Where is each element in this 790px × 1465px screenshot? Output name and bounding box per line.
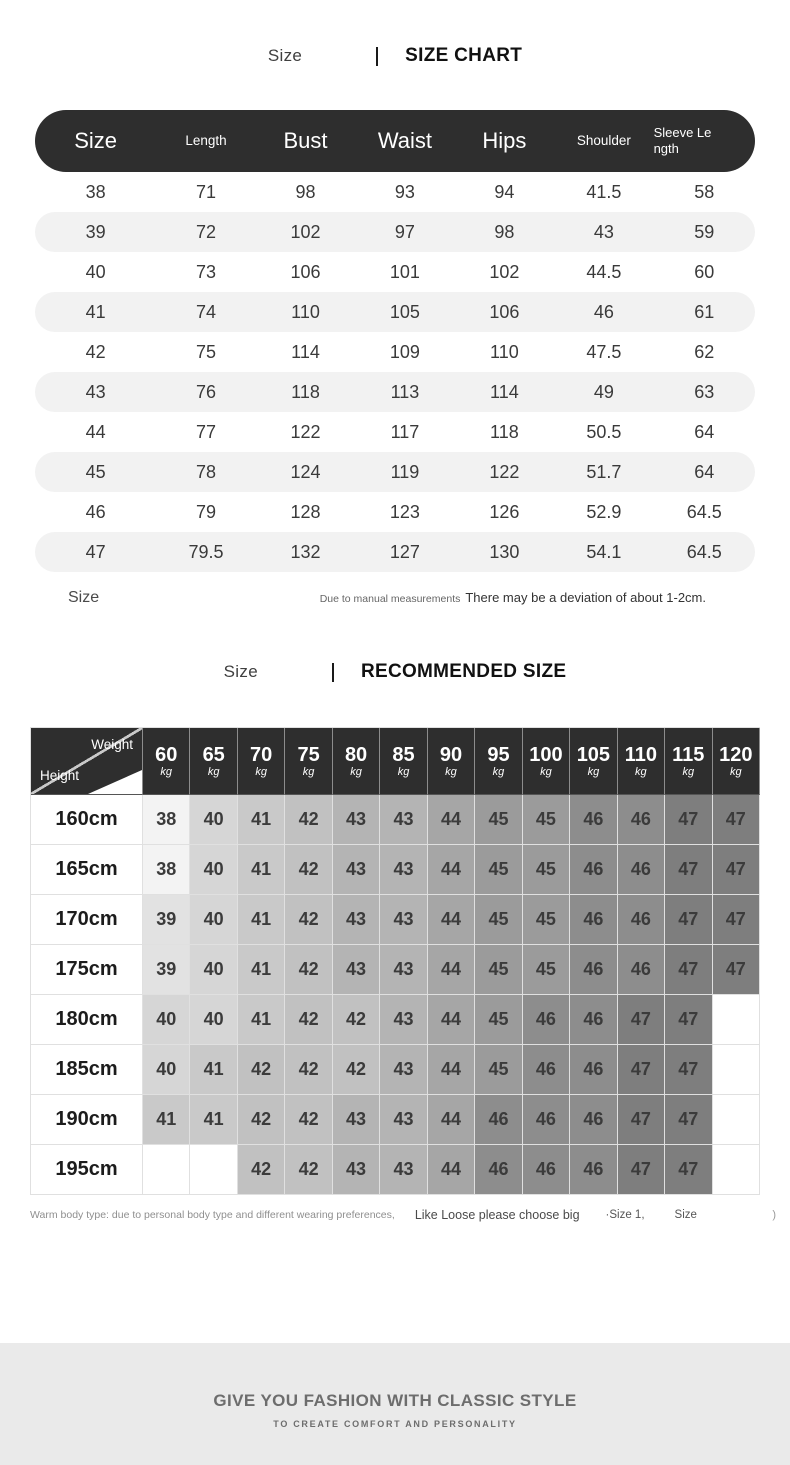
- size-chart-column-header: Hips: [482, 127, 527, 153]
- recommended-size-cell: 46: [618, 895, 665, 945]
- size-chart-cell: 40: [85, 261, 106, 282]
- recommended-size-cell: 41: [190, 1095, 237, 1145]
- recommended-size-cell: 43: [380, 845, 427, 895]
- weight-column-header: 100 kg: [523, 728, 570, 795]
- recommended-size-cell: 44: [428, 1145, 475, 1195]
- size-chart-cell: 76: [196, 381, 217, 402]
- size-chart-cell: 93: [394, 181, 415, 202]
- size-chart-cell: 71: [196, 181, 217, 202]
- corner-weight-label: Weight: [91, 737, 133, 752]
- size-chart-cell: 117: [390, 421, 420, 442]
- weight-column-header: 80 kg: [333, 728, 380, 795]
- size-chart-column-header: Length: [185, 132, 227, 148]
- corner-height-label: Height: [40, 768, 80, 783]
- size-chart-cell: 62: [694, 341, 715, 362]
- size-chart-cell: 132: [290, 541, 321, 562]
- recommended-size-cell: 47: [665, 795, 712, 845]
- recommended-size-cell: 47: [713, 845, 760, 895]
- size-chart-cell: 118: [291, 381, 320, 402]
- recommended-size-cell: 42: [238, 1095, 285, 1145]
- recommended-size-cell: 44: [428, 845, 475, 895]
- recommended-size-cell: 41: [238, 895, 285, 945]
- footer-title: GIVE YOU FASHION WITH CLASSIC STYLE: [213, 1391, 577, 1410]
- size-chart-cell: 122: [290, 421, 321, 442]
- recommended-size-cell: 41: [238, 795, 285, 845]
- size-chart-column-header: Bust: [283, 127, 328, 153]
- size-chart-cell: 64: [694, 421, 715, 442]
- size-chart-cell: 79.5: [188, 541, 224, 562]
- recommended-size-cell: 40: [190, 795, 237, 845]
- size-chart-cell: 47.5: [586, 341, 622, 362]
- size-chart-cell: 97: [394, 221, 415, 242]
- size-chart-row: [35, 412, 755, 452]
- recommended-size-cell: 42: [333, 995, 380, 1045]
- recommended-size-cell: 41: [190, 1045, 237, 1095]
- size-chart-cell: 127: [389, 541, 420, 562]
- recommended-size-cell: 43: [333, 1145, 380, 1195]
- recommended-size-cell: 46: [570, 1145, 617, 1195]
- recommended-size-cell: 44: [428, 995, 475, 1045]
- weight-column-header: 110 kg: [618, 728, 665, 795]
- size-chart-cell: 110: [291, 301, 320, 322]
- recommended-size-cell: 45: [475, 845, 522, 895]
- recommended-size-cell: 44: [428, 1095, 475, 1145]
- size-chart-cell: 114: [490, 381, 519, 402]
- size-chart-cell: 43: [593, 221, 614, 242]
- weight-column-header: 70 kg: [238, 728, 285, 795]
- size-chart-cell: 94: [494, 181, 515, 202]
- recommended-size-cell: 47: [665, 1045, 712, 1095]
- size-chart-section-header: [0, 45, 790, 67]
- size-chart-cell: 98: [494, 221, 515, 242]
- title-divider: [332, 663, 334, 682]
- recommended-size-cell: 42: [285, 895, 332, 945]
- note-deviation-text: There may be a deviation of about 1-2cm.: [465, 590, 706, 605]
- size-chart-cell: 102: [489, 261, 520, 282]
- recommended-size-cell: [713, 1045, 760, 1095]
- recommended-size-cell: 47: [618, 995, 665, 1045]
- recommended-size-cell: 46: [523, 1095, 570, 1145]
- height-row-header: 195cm: [31, 1145, 143, 1195]
- footnote-size1-text: ·Size 1,: [605, 1209, 645, 1221]
- recommended-size-cell: 42: [238, 1045, 285, 1095]
- recommended-size-cell: 46: [570, 845, 617, 895]
- size-chart-row: [35, 252, 755, 292]
- recommended-size-cell: 45: [523, 845, 570, 895]
- recommended-size-cell: 40: [143, 1045, 190, 1095]
- size-chart-column-header: Shoulder: [576, 132, 631, 148]
- size-chart-header-row: [35, 110, 755, 172]
- recommended-size-cell: 43: [380, 795, 427, 845]
- recommended-size-cell: [143, 1145, 190, 1195]
- size-chart-cell: 38: [85, 181, 106, 202]
- recommended-size-cell: [190, 1145, 237, 1195]
- size-chart-cell: 63: [694, 381, 715, 402]
- size-chart-note: [0, 589, 790, 607]
- size-chart-cell: 75: [196, 341, 217, 362]
- recommended-size-cell: 45: [523, 895, 570, 945]
- size-chart-cell: 118: [490, 421, 519, 442]
- recommended-size-cell: 44: [428, 895, 475, 945]
- recommended-size-cell: 46: [523, 995, 570, 1045]
- recommended-size-cell: 41: [238, 945, 285, 995]
- recommended-size-cell: 42: [285, 1045, 332, 1095]
- recommended-size-cell: 47: [665, 995, 712, 1045]
- recommended-size-cell: 38: [143, 795, 190, 845]
- recommended-size-cell: 41: [238, 845, 285, 895]
- recommended-size-cell: 46: [570, 995, 617, 1045]
- recommended-size-cell: 46: [475, 1095, 522, 1145]
- recommended-size-cell: 43: [333, 845, 380, 895]
- size-chart-column-header: Sleeve Length: [653, 124, 712, 156]
- size-chart-cell: 64: [694, 461, 715, 482]
- size-chart-column-header: Size: [74, 127, 118, 153]
- recommended-size-cell: 39: [143, 895, 190, 945]
- weight-column-header: 85 kg: [380, 728, 427, 795]
- size-chart-row: [35, 492, 755, 532]
- size-chart-cell: 105: [389, 301, 420, 322]
- corner-wedge: [88, 770, 142, 794]
- size-chart-row: [35, 332, 755, 372]
- weight-column-header: 75 kg: [285, 728, 332, 795]
- size-chart-cell: 59: [694, 221, 715, 242]
- size-chart-cell: 74: [196, 301, 217, 322]
- size-chart-cell: 49: [593, 381, 614, 402]
- size-chart-cell: 54.1: [586, 541, 622, 562]
- size-chart-title: SIZE CHART: [405, 45, 523, 66]
- recommended-size-cell: 40: [190, 845, 237, 895]
- size-chart-cell: 128: [290, 501, 321, 522]
- recommended-size-cell: 47: [713, 895, 760, 945]
- recommended-size-cell: 47: [618, 1045, 665, 1095]
- note-size-label: Size: [68, 589, 100, 606]
- recommended-size-cell: 47: [665, 1145, 712, 1195]
- size-chart-cell: 52.9: [586, 501, 622, 522]
- size-chart-cell: 42: [85, 341, 106, 362]
- recommended-section-header: [0, 661, 790, 683]
- title-divider: [376, 47, 378, 66]
- size-chart-cell: 113: [390, 381, 420, 402]
- size-chart-cell: 39: [85, 221, 106, 242]
- size-chart-cell: 78: [196, 461, 217, 482]
- recommended-kicker: Size: [223, 662, 258, 681]
- size-chart-column-header: Waist: [377, 127, 433, 153]
- recommended-size-cell: 41: [238, 995, 285, 1045]
- recommended-size-cell: 44: [428, 945, 475, 995]
- recommended-size-cell: 43: [333, 795, 380, 845]
- recommended-size-cell: 42: [285, 795, 332, 845]
- recommended-size-cell: 46: [570, 895, 617, 945]
- recommended-size-cell: 42: [285, 945, 332, 995]
- size-chart-cell: 126: [489, 501, 520, 522]
- recommended-size-cell: 40: [190, 945, 237, 995]
- size-chart-cell: 47: [85, 541, 106, 562]
- size-chart-cell: 109: [389, 341, 420, 362]
- size-chart-cell: 51.7: [586, 461, 622, 482]
- size-chart-cell: 41: [85, 301, 106, 322]
- recommended-size-cell: 45: [523, 945, 570, 995]
- size-chart-cell: 119: [390, 461, 420, 482]
- size-chart-cell: 44.5: [586, 261, 622, 282]
- size-chart-cell: 45: [85, 461, 106, 482]
- recommended-size-cell: 43: [380, 895, 427, 945]
- recommended-size-table: [30, 727, 760, 1195]
- recommended-size-cell: 45: [475, 895, 522, 945]
- size-chart-cell: 72: [196, 221, 217, 242]
- recommended-size-cell: 46: [475, 1145, 522, 1195]
- recommended-size-cell: [713, 995, 760, 1045]
- size-chart-cell: 114: [291, 341, 320, 362]
- recommended-size-cell: 42: [285, 995, 332, 1045]
- size-chart-cell: 41.5: [586, 181, 622, 202]
- height-row-header: 165cm: [31, 845, 143, 895]
- height-row-header: 185cm: [31, 1045, 143, 1095]
- recommended-footnote: [0, 1208, 790, 1222]
- recommended-size-cell: 43: [380, 995, 427, 1045]
- recommended-size-cell: 43: [380, 1095, 427, 1145]
- recommended-size-cell: 46: [570, 945, 617, 995]
- weight-column-header: 90 kg: [428, 728, 475, 795]
- size-chart-cell: 58: [694, 181, 715, 202]
- recommended-size-cell: 44: [428, 1045, 475, 1095]
- size-chart-row: [35, 452, 755, 492]
- size-chart-cell: 130: [489, 541, 520, 562]
- weight-column-header: 105 kg: [570, 728, 617, 795]
- recommended-size-cell: [713, 1145, 760, 1195]
- weight-column-header: 65 kg: [190, 728, 237, 795]
- recommended-size-cell: 42: [333, 1045, 380, 1095]
- size-chart-cell: 50.5: [586, 421, 622, 442]
- recommended-size-cell: 46: [570, 1045, 617, 1095]
- size-chart-cell: 46: [593, 301, 614, 322]
- recommended-size-cell: 41: [143, 1095, 190, 1145]
- size-chart-cell: 102: [290, 221, 321, 242]
- recommended-size-cell: 47: [713, 795, 760, 845]
- note-measurement-small: Due to manual measurements: [319, 593, 461, 605]
- height-row-header: 180cm: [31, 995, 143, 1045]
- height-row-header: 170cm: [31, 895, 143, 945]
- recommended-size-cell: 47: [665, 1095, 712, 1145]
- recommended-size-cell: 43: [380, 945, 427, 995]
- recommended-size-cell: 39: [143, 945, 190, 995]
- recommended-size-cell: 45: [475, 795, 522, 845]
- footer-subtitle: TO CREATE COMFORT AND PERSONALITY: [273, 1419, 517, 1429]
- recommended-size-cell: 46: [618, 845, 665, 895]
- size-chart-cell: 73: [196, 261, 217, 282]
- footnote-size2-text: Size: [674, 1209, 697, 1221]
- recommended-size-cell: 47: [713, 945, 760, 995]
- size-chart-cell: 44: [85, 421, 106, 442]
- footnote-warm-body-text: Warm body type: due to personal body type and different wearing preferences,: [30, 1209, 395, 1221]
- size-chart-cell: 106: [489, 301, 520, 322]
- recommended-size-cell: 47: [618, 1145, 665, 1195]
- size-chart-cell: 124: [290, 461, 321, 482]
- size-chart-cell: 98: [295, 181, 316, 202]
- size-chart-cell: 64.5: [686, 501, 722, 522]
- recommended-size-cell: 46: [618, 795, 665, 845]
- footnote-paren: ): [772, 1209, 776, 1221]
- size-chart-row: [35, 532, 755, 572]
- height-row-header: 190cm: [31, 1095, 143, 1145]
- recommended-size-cell: 42: [238, 1145, 285, 1195]
- corner-cell: [31, 728, 143, 795]
- recommended-size-cell: 40: [143, 995, 190, 1045]
- recommended-size-cell: 45: [475, 1045, 522, 1095]
- height-row-header: 160cm: [31, 795, 143, 845]
- recommended-size-cell: 47: [618, 1095, 665, 1145]
- recommended-size-cell: 47: [665, 845, 712, 895]
- size-chart-cell: 43: [85, 381, 106, 402]
- size-chart-body: [35, 172, 755, 572]
- size-chart-row: [35, 212, 755, 252]
- size-chart-cell: 60: [694, 261, 715, 282]
- size-chart-row: [35, 372, 755, 412]
- recommended-size-cell: [713, 1095, 760, 1145]
- recommended-size-cell: 45: [475, 995, 522, 1045]
- recommended-size-cell: 44: [428, 795, 475, 845]
- recommended-title: RECOMMENDED SIZE: [360, 661, 567, 682]
- size-chart-row: [35, 172, 755, 212]
- size-chart-cell: 122: [489, 461, 520, 482]
- recommended-size-cell: 43: [333, 945, 380, 995]
- weight-column-header: 120 kg: [713, 728, 760, 795]
- size-chart-table: [35, 110, 755, 572]
- recommended-size-cell: 47: [665, 895, 712, 945]
- recommended-size-cell: 43: [380, 1045, 427, 1095]
- size-chart-cell: 123: [389, 501, 420, 522]
- size-chart-cell: 46: [85, 501, 106, 522]
- recommended-size-cell: 47: [665, 945, 712, 995]
- recommended-size-cell: 46: [570, 795, 617, 845]
- size-chart-row: [35, 292, 755, 332]
- size-chart-cell: 79: [196, 501, 217, 522]
- size-chart-cell: 77: [196, 421, 217, 442]
- recommended-size-cell: 40: [190, 895, 237, 945]
- size-chart-cell: 106: [290, 261, 321, 282]
- recommended-size-cell: 43: [380, 1145, 427, 1195]
- recommended-size-cell: 42: [285, 1095, 332, 1145]
- recommended-size-cell: 46: [523, 1045, 570, 1095]
- recommended-size-cell: 46: [570, 1095, 617, 1145]
- weight-column-header: 95 kg: [475, 728, 522, 795]
- footer-banner: [0, 1343, 790, 1465]
- weight-column-header: 60 kg: [143, 728, 190, 795]
- recommended-size-cell: 45: [475, 945, 522, 995]
- weight-column-header: 115 kg: [665, 728, 712, 795]
- recommended-size-cell: 40: [190, 995, 237, 1045]
- recommended-size-cell: 45: [523, 795, 570, 845]
- recommended-size-cell: 42: [285, 1145, 332, 1195]
- recommended-size-cell: 43: [333, 895, 380, 945]
- height-row-header: 175cm: [31, 945, 143, 995]
- recommended-size-cell: 42: [285, 845, 332, 895]
- footnote-loose-text: Like Loose please choose big: [414, 1208, 580, 1222]
- size-chart-kicker: Size: [267, 46, 303, 65]
- recommended-size-cell: 43: [333, 1095, 380, 1145]
- recommended-size-cell: 46: [618, 945, 665, 995]
- size-chart-cell: 101: [389, 261, 420, 282]
- size-chart-cell: 64.5: [686, 541, 722, 562]
- size-chart-cell: 61: [694, 301, 715, 322]
- size-chart-cell: 110: [490, 341, 519, 362]
- recommended-size-cell: 46: [523, 1145, 570, 1195]
- recommended-size-cell: 38: [143, 845, 190, 895]
